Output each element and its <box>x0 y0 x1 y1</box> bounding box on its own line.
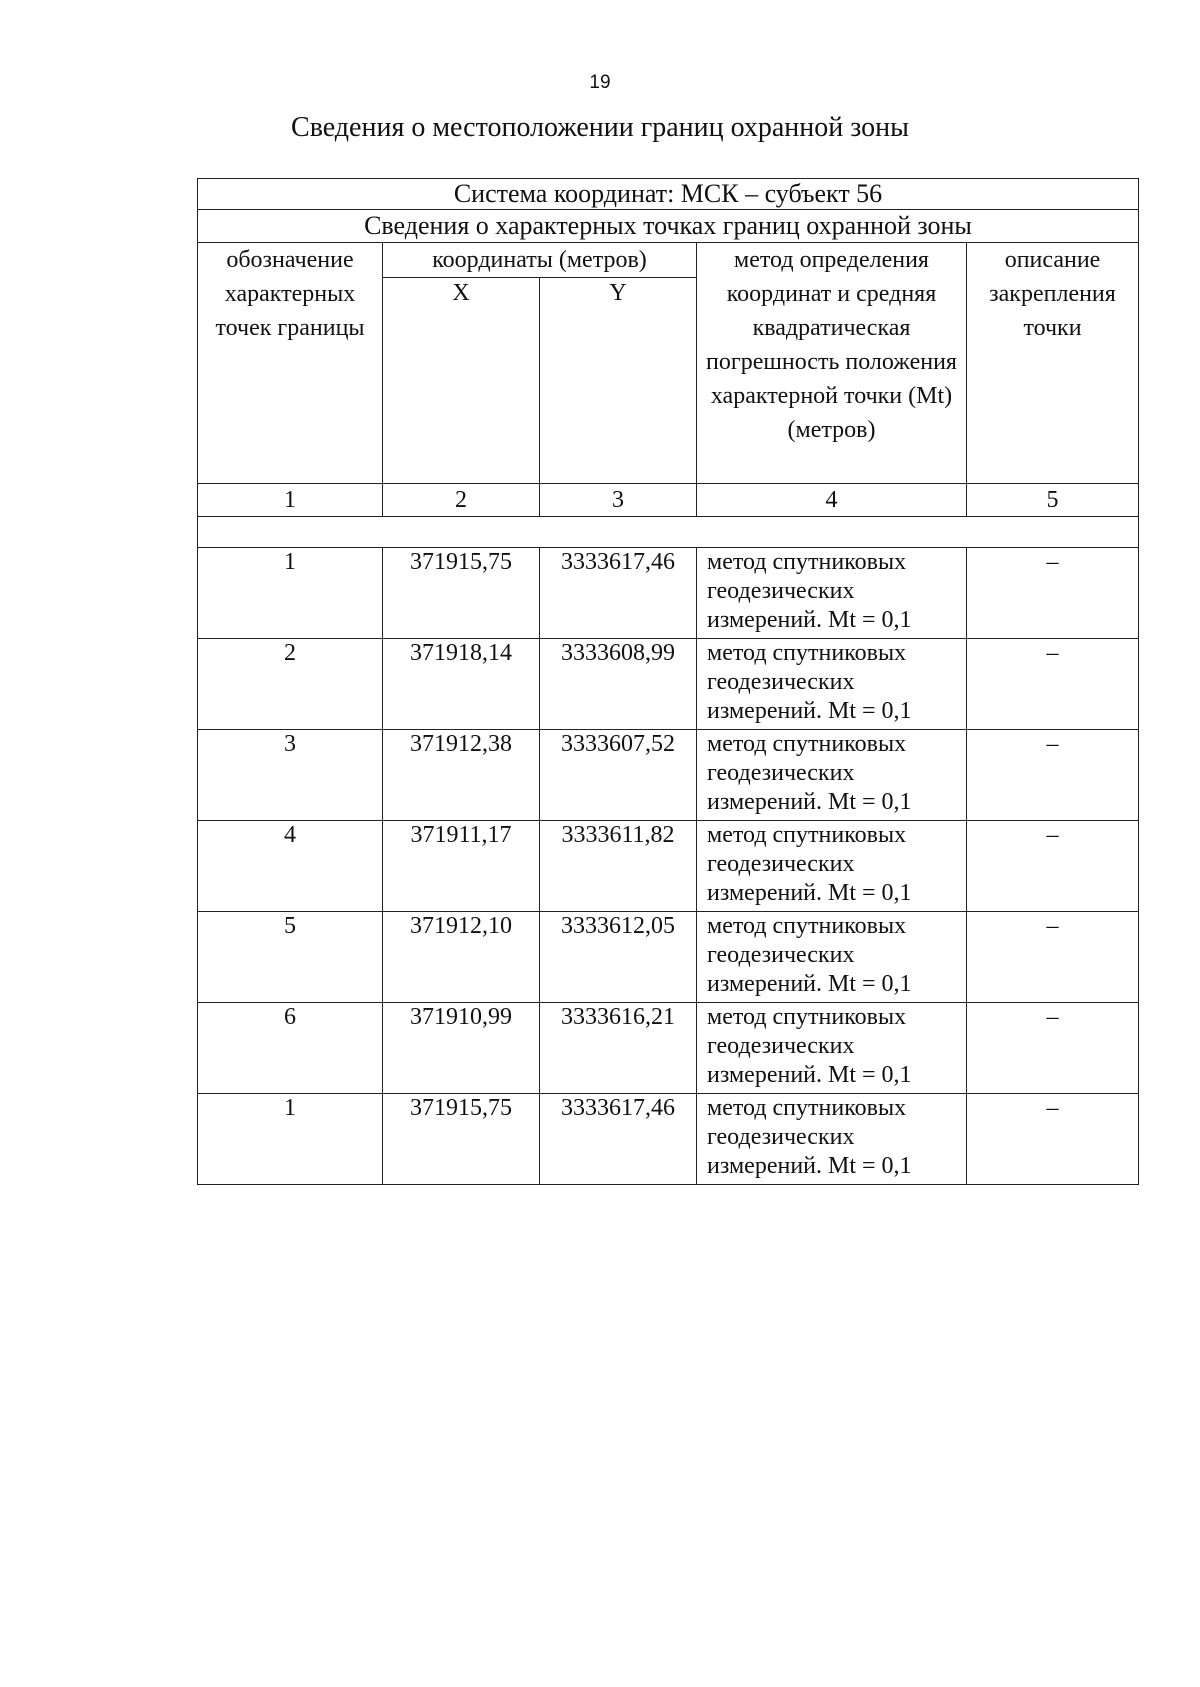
fixing-description: – <box>967 1003 1139 1094</box>
page-number: 19 <box>589 72 611 93</box>
coord-x: 371911,17 <box>383 821 540 912</box>
fixing-description: – <box>967 639 1139 730</box>
column-number: 5 <box>967 484 1139 517</box>
coord-y: 3333617,46 <box>540 548 697 639</box>
coord-x: 371918,14 <box>383 639 540 730</box>
empty-row <box>198 517 1139 548</box>
point-id: 1 <box>198 1094 383 1185</box>
method-cell: метод спутниковых геодезических измерений. Mt = 0,1 <box>697 548 967 639</box>
method-cell: метод спутниковых геодезических измерений. Mt = 0,1 <box>697 821 967 912</box>
table-row <box>198 821 1139 912</box>
coord-x: 371912,10 <box>383 912 540 1003</box>
column-number: 1 <box>198 484 383 517</box>
coord-y: 3333611,82 <box>540 821 697 912</box>
point-id: 1 <box>198 548 383 639</box>
column-number: 2 <box>383 484 540 517</box>
coord-y: 3333608,99 <box>540 639 697 730</box>
header-point-designation: обозначение характерных точек границы <box>198 243 383 484</box>
coord-x: 371910,99 <box>383 1003 540 1094</box>
coord-y: 3333616,21 <box>540 1003 697 1094</box>
point-id: 5 <box>198 912 383 1003</box>
fixing-description: – <box>967 1094 1139 1185</box>
table-row <box>198 548 1139 639</box>
coord-y: 3333617,46 <box>540 1094 697 1185</box>
header-x: X <box>383 278 540 484</box>
coord-x: 371915,75 <box>383 1094 540 1185</box>
document-title: Сведения о местоположении границ охранной зоны <box>291 112 909 143</box>
column-number: 3 <box>540 484 697 517</box>
method-cell: метод спутниковых геодезических измерений. Mt = 0,1 <box>697 1094 967 1185</box>
boundary-points-table <box>197 178 1139 1185</box>
coord-y: 3333612,05 <box>540 912 697 1003</box>
fixing-description: – <box>967 912 1139 1003</box>
points-info-row: Сведения о характерных точках границ охранной зоны <box>198 210 1139 243</box>
point-id: 4 <box>198 821 383 912</box>
column-number: 4 <box>697 484 967 517</box>
header-method: метод определения координат и средняя квадратическая погрешность положения характерной точки (Mt) (метров) <box>697 243 967 484</box>
method-cell: метод спутниковых геодезических измерений. Mt = 0,1 <box>697 730 967 821</box>
point-id: 2 <box>198 639 383 730</box>
method-cell: метод спутниковых геодезических измерений. Mt = 0,1 <box>697 912 967 1003</box>
header-y: Y <box>540 278 697 484</box>
table-row <box>198 730 1139 821</box>
table-row <box>198 1003 1139 1094</box>
coord-x: 371915,75 <box>383 548 540 639</box>
point-id: 6 <box>198 1003 383 1094</box>
method-cell: метод спутниковых геодезических измерений. Mt = 0,1 <box>697 639 967 730</box>
fixing-description: – <box>967 548 1139 639</box>
fixing-description: – <box>967 821 1139 912</box>
table-row <box>198 639 1139 730</box>
coordinate-system-row: Система координат: МСК – субъект 56 <box>198 179 1139 210</box>
header-description: описание закрепления точки <box>967 243 1139 484</box>
table-row <box>198 1094 1139 1185</box>
header-coordinates-group: координаты (метров) <box>383 243 697 278</box>
point-id: 3 <box>198 730 383 821</box>
method-cell: метод спутниковых геодезических измерений. Mt = 0,1 <box>697 1003 967 1094</box>
coord-x: 371912,38 <box>383 730 540 821</box>
fixing-description: – <box>967 730 1139 821</box>
coord-y: 3333607,52 <box>540 730 697 821</box>
table-row <box>198 912 1139 1003</box>
